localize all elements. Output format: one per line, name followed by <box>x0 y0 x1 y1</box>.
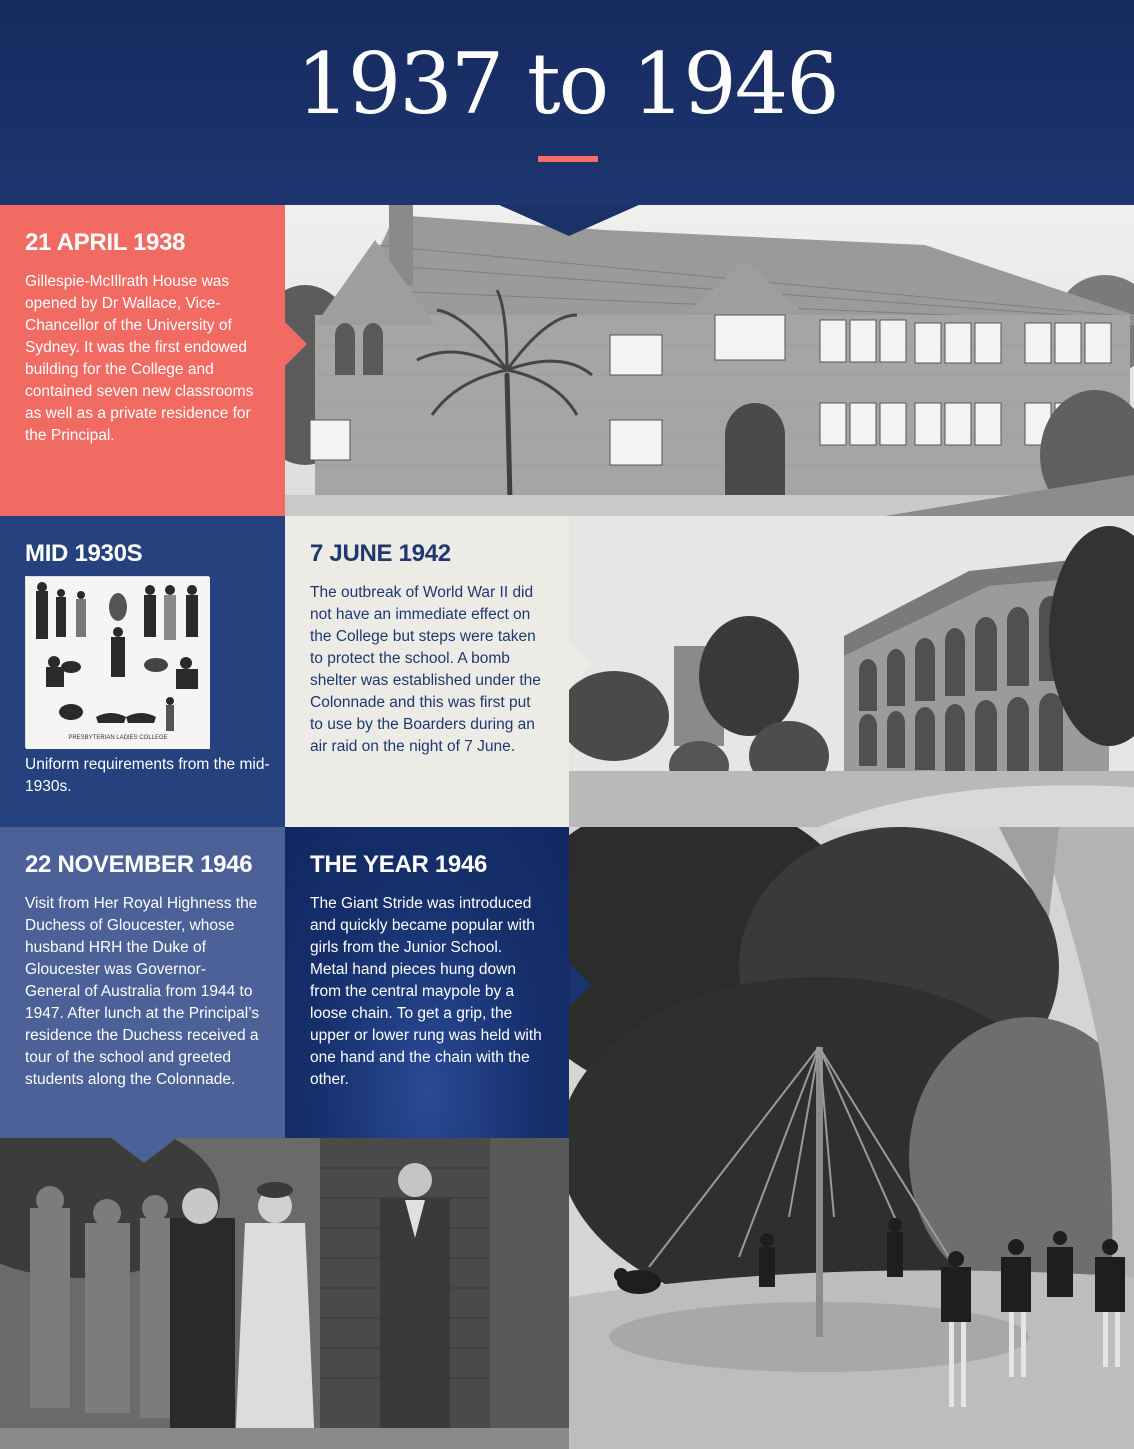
event-panel-april-1938 <box>0 205 285 516</box>
event-body: The outbreak of World War II did not have an immediate effect on the College but steps were taken to protect the school. A bomb shelter was established under the Colonnade and this was first put to use by the Boarders during an air raid on the night of 7 June. <box>310 584 541 755</box>
giant-stride-photo <box>569 827 1134 1449</box>
title-underline <box>538 156 598 162</box>
panel-pointer <box>285 322 307 366</box>
uniform-illustration <box>25 576 209 748</box>
header-pointer <box>497 204 641 236</box>
event-body: The Giant Stride was introduced and quickly became popular with girls from the Junior School. Metal hand pieces hung down from the central maypole by a loose chain. To get a grip, the upper or lower rung was held with one hand and the chain with the other. <box>310 895 542 1088</box>
event-panel-year-1946 <box>285 827 569 1138</box>
uniform-caption: Uniform requirements from the mid-1930s. <box>25 756 270 795</box>
duchess-visit-photo <box>0 1138 569 1449</box>
event-heading: THE YEAR 1946 <box>310 851 488 878</box>
event-heading: 21 APRIL 1938 <box>25 229 186 256</box>
panel-pointer <box>569 641 591 689</box>
event-body: Gillespie-McIllrath House was opened by Dr Wallace, Vice-Chancellor of the University of Sydney. It was the first endowed building for the College and contained seven new classrooms as well as a private residence for the Principal. <box>25 273 254 444</box>
event-heading: 7 JUNE 1942 <box>310 540 451 567</box>
event-body: Visit from Her Royal Highness the Duchess of Gloucester, whose husband HRH the Duke of Gloucester was Governor-General of Australia from 1944 to 1947. After lunch at the Principal’s residence the Duchess received a tour of the school and greeted students along the Colonnade. <box>25 895 260 1088</box>
uniform-illustration-label: PRESBYTERIAN LADIES COLLEGE <box>68 735 168 741</box>
page-title: 1937 to 1946 <box>296 35 838 133</box>
panel-pointer <box>110 1137 178 1163</box>
house-photo <box>285 205 1134 516</box>
event-heading: 22 NOVEMBER 1946 <box>25 851 253 878</box>
event-panel-november-1946 <box>0 827 285 1138</box>
colonnade-photo <box>569 516 1134 827</box>
event-panel-june-1942 <box>285 516 569 827</box>
event-heading: MID 1930S <box>25 540 143 567</box>
panel-pointer <box>569 963 591 1007</box>
